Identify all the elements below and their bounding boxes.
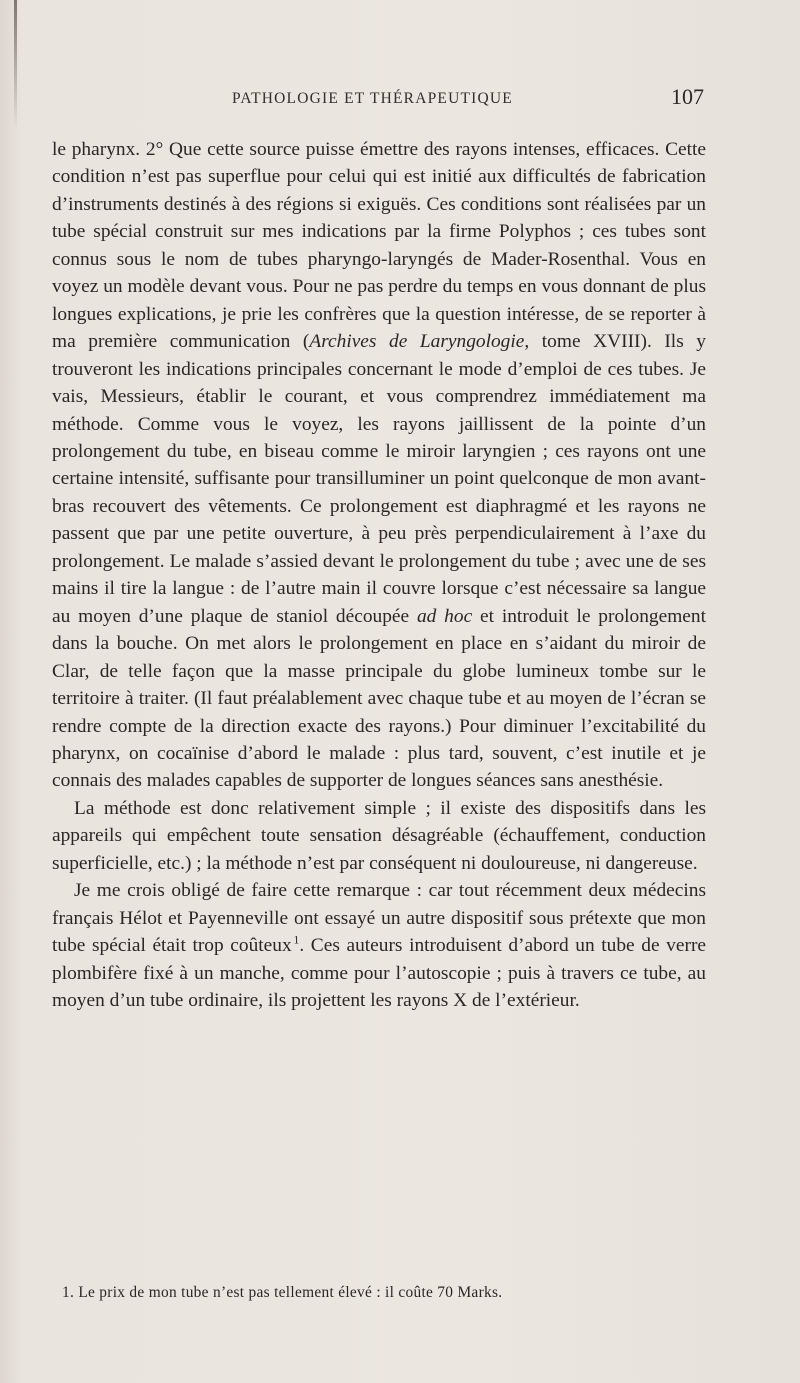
footnote-text: Le prix de mon tube n’est pas tellement élevé : il coûte 70 Marks. <box>78 1284 503 1301</box>
footnote-reference: 1 <box>293 932 300 947</box>
latin-phrase: ad hoc <box>416 605 473 627</box>
paragraph-3 <box>52 877 706 1014</box>
paragraph-1-text-c: et introduit le prolongement dans la bouche. On met alors le prolongement en place en s’aidant du miroir de Clar, de telle façon que la masse principale du globe lumineux tombe sur le territoire à traiter. (Il faut préalablement avec chaque tube et au moyen de l’écran se rendre compte de la direction exacte des rayons.) Pour diminuer l’excitabilité du pharynx, on cocaïnise d’abord le malade : plus tard, souvent, c’est inutile et je connais des malades capables de supporter de longues séances sans anesthésie. <box>52 605 706 792</box>
paragraph-2: La méthode est donc relativement simple ; il existe des dispositifs dans les appareils qui empêchent toute sensation désagréable (échauffement, conduction superficielle, etc.) ; la méthode n’est par conséquent ni douloureuse, ni dangereuse. <box>52 797 706 874</box>
page-number: 107 <box>671 84 704 109</box>
body-text <box>52 136 706 1015</box>
footnote-separator <box>86 1266 446 1272</box>
paragraph-1 <box>52 136 706 795</box>
paragraph-1-text-b: , tome XVIII). Ils y trouveront les indications principales concernant le mode d’emploi de ces tubes. Je vais, Messieurs, établir le courant, et vous comprendrez immédiatement ma méthode. Comme vous le voyez, les rayons jaillissent de la pointe d’un prolongement du tube, en biseau comme le miroir laryngien ; ces rayons ont une certaine intensité, suffisante pour transilluminer un point quelconque de mon avant-bras recouvert des vêtements. Ce prolongement est diaphragmé et les rayons ne passent que par une petite ouverture, à peu près perpendiculairement à l’axe du prolongement. Le malade s’assied devant le prolongement du tube ; avec une de ses mains il tire la langue : de l’autre main il couvre lorsque c’est nécessaire sa langue au moyen d’une plaque de staniol découpée <box>52 331 706 627</box>
paragraph-3-text-a: Je me crois obligé de faire cette remarque : car tout récemment deux médecins français Hélot et Payenneville ont essayé un autre dispositif sous prétexte que mon tube spécial était trop coûteux <box>52 880 706 957</box>
running-title: PATHOLOGIE ET THÉRAPEUTIQUE <box>232 90 513 107</box>
page-edge-shadow <box>14 0 17 130</box>
running-header <box>52 84 712 124</box>
footnote <box>62 1282 712 1304</box>
footnote-number: 1. <box>62 1284 75 1301</box>
journal-title: Archives de Laryngologie <box>309 331 525 353</box>
paragraph-1-text-a: le pharynx. 2° Que cette source puisse émettre des rayons intenses, efficaces. Cette condition n’est pas superflue pour celui qui est initié aux difficultés de fabrication d’instruments destinés à des régions si exiguës. Ces conditions sont réalisées par un tube spécial construit sur mes indications par la firme Polyphos ; ces tubes sont connus sous le nom de tubes pharyngo-laryngés de Mader-Rosenthal. Vous en voyez un modèle devant vous. Pour ne pas perdre du temps en vous donnant de plus longues explications, je prie les confrères que la question intéresse, de se reporter à ma première communication ( <box>52 139 706 353</box>
paragraph-3-text-b: . Ces auteurs introduisent d’abord un tube de verre plombifère fixé à un manche, comme pour l’autoscopie ; puis à travers ce tube, au moyen d’un tube ordinaire, ils projettent les rayons X de l’extérieur. <box>52 935 707 1012</box>
